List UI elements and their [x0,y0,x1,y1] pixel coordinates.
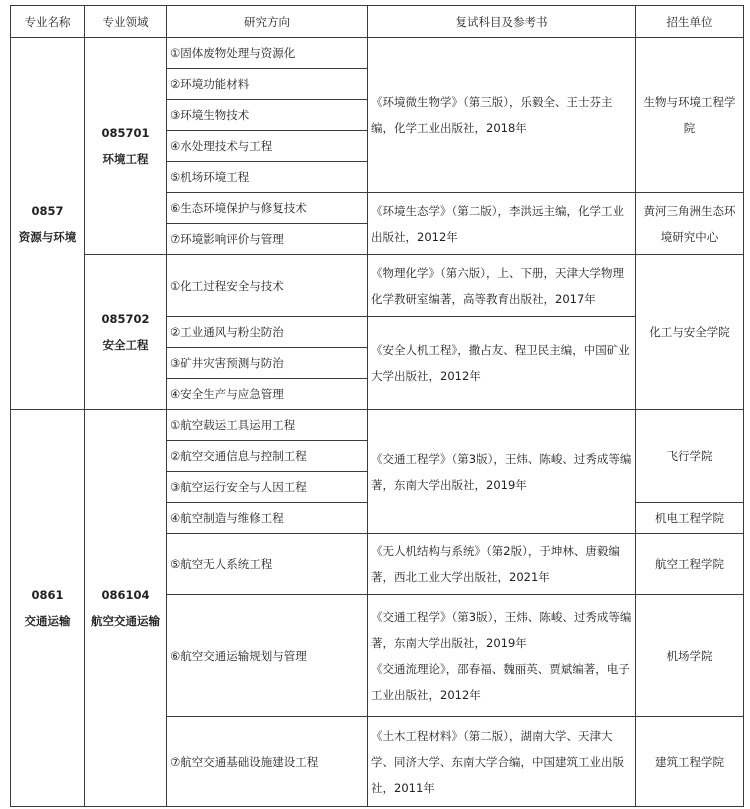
direction-cell: ④安全生产与应急管理 [167,379,368,410]
books-cell [368,534,636,595]
field-cell [85,255,167,410]
book-entry: 《物理化学》（第六版），上、下册，天津大学物理化学教研室编著，高等教育出版社，2017年 [371,265,624,306]
header-books: 复试科目及参考书 [368,6,636,38]
field-cell [85,410,167,807]
books-cell [368,317,636,410]
unit-cell: 化工与安全学院 [636,255,744,410]
book-entry: 《土木工程材料》（第二版），湖南大学、天津大学、同济大学、东南大学合编，中国建筑工业出版社，2011年 [371,728,624,795]
book-entry: 《无人机结构与系统》（第2版），于坤林、唐毅编著，西北工业大学出版社，2021年 [371,544,620,584]
book-entry: 《安全人机工程》，撒占友、程卫民主编，中国矿业大学出版社，2012年 [371,343,630,383]
header-direction: 研究方向 [167,6,368,38]
field-code: 086104 [101,588,150,602]
unit-cell: 航空工程学院 [636,534,744,595]
direction-cell: ③矿井灾害预测与防治 [167,348,368,379]
field-name: 环境工程 [102,152,149,166]
field-code: 085701 [101,126,150,140]
unit-cell: 飞行学院 [636,410,744,503]
books-cell [368,717,636,807]
books-cell [368,595,636,717]
direction-cell: ①固体废物处理与资源化 [167,38,368,69]
book-entry: 《交通工程学》（第3版），王炜、陈峻、过秀成等编著，东南大学出版社，2019年 [371,451,632,492]
unit-cell: 生物与环境工程学院 [636,38,744,193]
header-field: 专业领域 [85,6,167,38]
header-unit: 招生单位 [636,6,744,38]
direction-cell: ⑤机场环境工程 [167,162,368,193]
direction-cell: ④航空制造与维修工程 [167,503,368,534]
table-row [11,410,744,441]
book-entry: 《环境微生物学》（第三版），乐毅全、王士芬主编，化学工业出版社，2018年 [371,95,613,135]
major-name: 资源与环境 [18,229,77,244]
direction-cell: ⑥生态环境保护与修复技术 [167,193,368,224]
table-row [11,255,744,317]
unit-cell: 机场学院 [636,595,744,717]
direction-cell: ①化工过程安全与技术 [167,255,368,317]
direction-cell: ⑦环境影响评价与管理 [167,224,368,255]
field-cell [85,38,167,255]
book-entry: 《交通工程学》（第3版），王炜、陈峻、过秀成等编著，东南大学出版社，2019年 [371,609,632,650]
books-cell [368,255,636,317]
direction-cell: ⑥航空交通运输规划与管理 [167,595,368,717]
table-row [11,38,744,69]
book-entry: 《交通流理论》，邵春福、魏丽英、贾斌编著，电子工业出版社，2012年 [371,661,630,702]
header-row [11,6,744,38]
direction-cell: ⑤航空无人系统工程 [167,534,368,595]
books-cell [368,410,636,534]
direction-cell: ②工业通风与粉尘防治 [167,317,368,348]
unit-cell: 机电工程学院 [636,503,744,534]
major-code: 0857 [31,203,64,218]
direction-cell: ④水处理技术与工程 [167,131,368,162]
book-entry: 《环境生态学》（第二版），李洪远主编，化学工业出版社，2012年 [371,203,624,244]
major-cell [11,410,85,807]
header-major: 专业名称 [11,6,85,38]
major-code: 0861 [31,588,64,602]
books-cell [368,38,636,193]
direction-cell: ①航空载运工具运用工程 [167,410,368,441]
direction-cell: ②航空交通信息与控制工程 [167,441,368,472]
unit-cell: 建筑工程学院 [636,717,744,807]
direction-cell: ③航空运行安全与人因工程 [167,472,368,503]
field-code: 085702 [101,312,150,326]
major-cell [11,38,85,410]
direction-cell: ②环境功能材料 [167,69,368,100]
field-name: 安全工程 [102,338,149,352]
direction-cell: ⑦航空交通基础设施建设工程 [167,717,368,807]
unit-cell: 黄河三角洲生态环境研究中心 [636,193,744,255]
field-name: 航空交通运输 [91,614,160,628]
major-name: 交通运输 [24,614,71,628]
direction-cell: ③环境生物技术 [167,100,368,131]
admissions-table [10,5,744,807]
books-cell [368,193,636,255]
